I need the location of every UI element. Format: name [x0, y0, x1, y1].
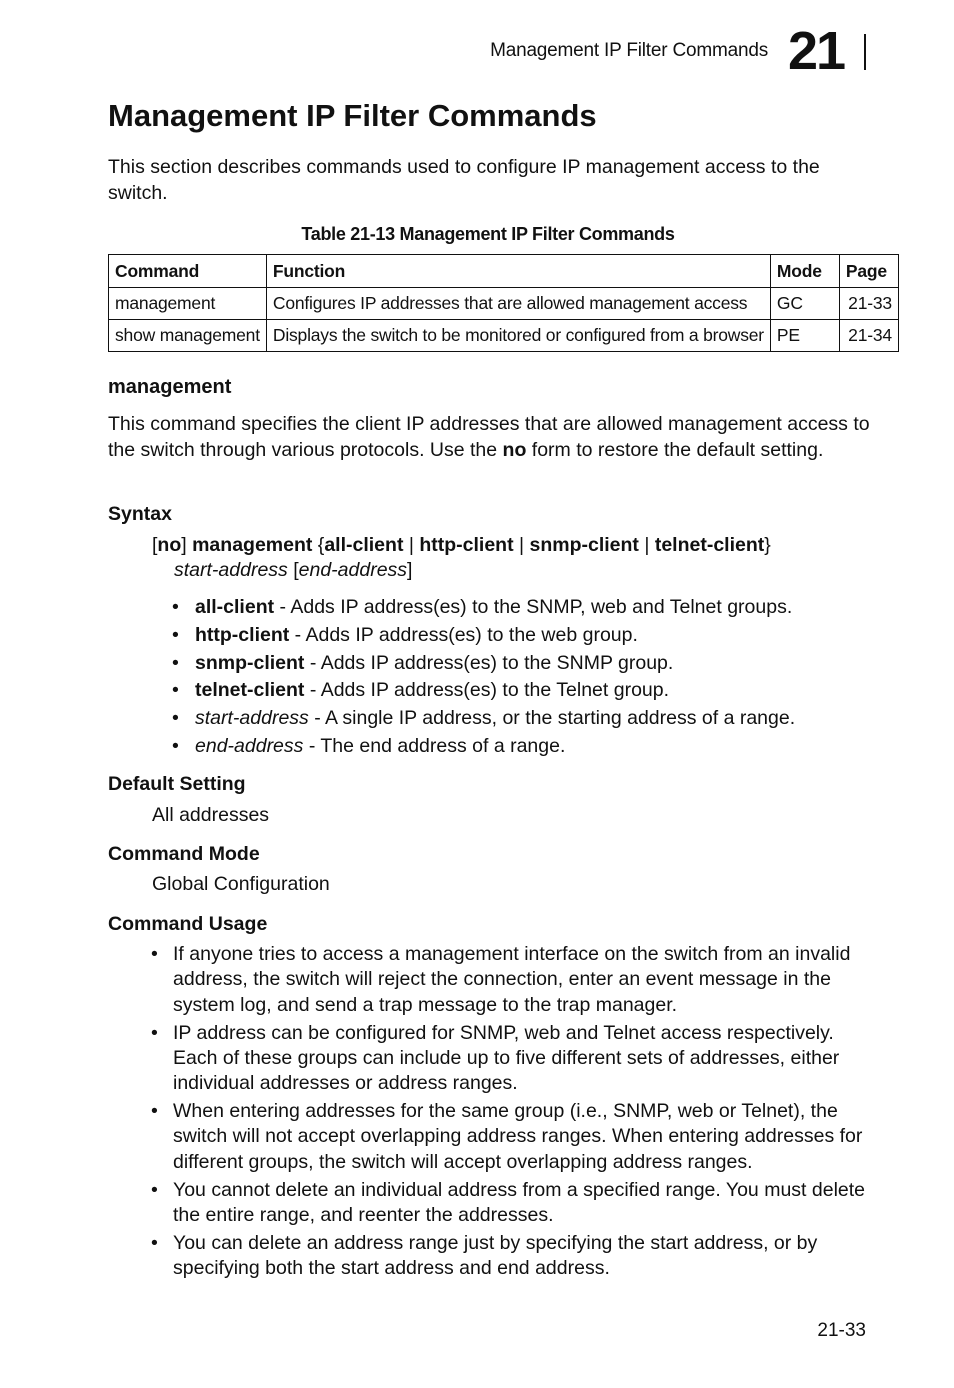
table-cell: show management [109, 320, 267, 352]
usage-list [150, 942, 872, 1284]
page-number: 21-33 [817, 1320, 866, 1341]
list-item [172, 594, 872, 622]
table-cell: Configures IP addresses that are allowed management access [266, 288, 770, 320]
table-cell: Displays the switch to be monitored or configured from a browser [266, 320, 770, 352]
intro-paragraph: This section describes commands used to configure IP management access to the switch. [108, 156, 820, 204]
list-item [172, 733, 872, 761]
list-item [172, 650, 872, 678]
param-desc: - Adds IP address(es) to the web group. [289, 623, 638, 646]
list-item [172, 622, 872, 650]
syntax-token: ] [181, 534, 193, 556]
running-header: Management IP Filter Commands [490, 40, 768, 61]
list-item: • You can delete an address range just by specifying the start address, or by specifying both the start address and end address. [150, 1231, 872, 1282]
syntax-token: [ [287, 559, 299, 581]
param-desc: - The end address of a range. [303, 734, 566, 757]
syntax-token: | [638, 534, 655, 556]
syntax-argument: start-address [174, 559, 288, 581]
syntax-keyword: http-client [419, 534, 514, 556]
syntax-token: ] [407, 559, 413, 581]
command-description [108, 411, 878, 463]
column-header: Mode [770, 255, 839, 288]
commands-table [108, 254, 899, 352]
page-title: Management IP Filter Commands [108, 98, 597, 133]
syntax-token: } [764, 534, 771, 556]
description-text: This command specifies the client IP addresses that are allowed management access to the switch through various protocols. Use the [108, 413, 870, 461]
command-heading: management [108, 376, 232, 398]
list-item [172, 705, 872, 733]
list-item [172, 677, 872, 705]
table-row [109, 320, 899, 352]
default-setting-value: All addresses [152, 804, 270, 826]
param-term: snmp-client [195, 651, 305, 674]
param-term: end-address [195, 734, 304, 757]
description-keyword: no [502, 439, 527, 461]
syntax-token: | [513, 534, 530, 556]
param-term: http-client [195, 623, 290, 646]
description-text: form to restore the default setting. [526, 439, 824, 461]
syntax-keyword: telnet-client [654, 534, 765, 556]
syntax-heading: Syntax [108, 503, 172, 525]
param-desc: - Adds IP address(es) to the SNMP group. [304, 651, 674, 674]
command-usage-heading: Command Usage [108, 913, 268, 935]
table-cell: 21-33 [839, 288, 898, 320]
chapter-divider [864, 34, 866, 70]
list-item: • If anyone tries to access a management interface on the switch from an invalid address, the switch will reject the connection, enter an event message in the system log, and send a trap message to the trap manager. [150, 942, 872, 1018]
default-setting-heading: Default Setting [108, 773, 246, 795]
command-mode-heading: Command Mode [108, 843, 260, 865]
table-cell: 21-34 [839, 320, 898, 352]
table-header-row [109, 255, 899, 288]
syntax-line [174, 557, 412, 583]
syntax-line [152, 532, 771, 558]
parameter-list [172, 594, 872, 761]
param-desc: - Adds IP address(es) to the Telnet group. [304, 679, 670, 702]
syntax-keyword: snmp-client [529, 534, 639, 556]
column-header: Function [266, 255, 770, 288]
param-desc: - A single IP address, or the starting address of a range. [308, 707, 796, 730]
syntax-token: [ [152, 534, 158, 556]
chapter-number: 21 [788, 21, 845, 81]
command-mode-value: Global Configuration [152, 873, 330, 895]
syntax-token: | [403, 534, 420, 556]
syntax-keyword: no [157, 534, 182, 556]
syntax-keyword: management [192, 534, 313, 556]
column-header: Page [839, 255, 898, 288]
syntax-keyword: all-client [324, 534, 404, 556]
list-item: • You cannot delete an individual address from a specified range. You must delete the entire range, and reenter the addresses. [150, 1178, 872, 1229]
syntax-token: { [312, 534, 325, 556]
table-cell: management [109, 288, 267, 320]
column-header: Command [109, 255, 267, 288]
syntax-argument: end-address [298, 559, 408, 581]
list-item: • When entering addresses for the same group (i.e., SNMP, web or Telnet), the switch will not accept overlapping address ranges. When entering addresses for different groups, the switch will accept overlapping address ranges. [150, 1099, 872, 1175]
param-term: telnet-client [195, 679, 305, 702]
table-caption: Table 21-13 Management IP Filter Commands [301, 224, 675, 244]
table-cell: GC [770, 288, 839, 320]
list-item: • IP address can be configured for SNMP, web and Telnet access respectively. Each of these groups can include up to five different sets of addresses, either individual addresses or address ranges. [150, 1021, 872, 1097]
param-term: all-client [195, 596, 275, 618]
table-row [109, 288, 899, 320]
param-term: start-address [195, 707, 309, 730]
table-cell: PE [770, 320, 839, 352]
param-desc: - Adds IP address(es) to the SNMP, web and Telnet groups. [274, 596, 793, 618]
